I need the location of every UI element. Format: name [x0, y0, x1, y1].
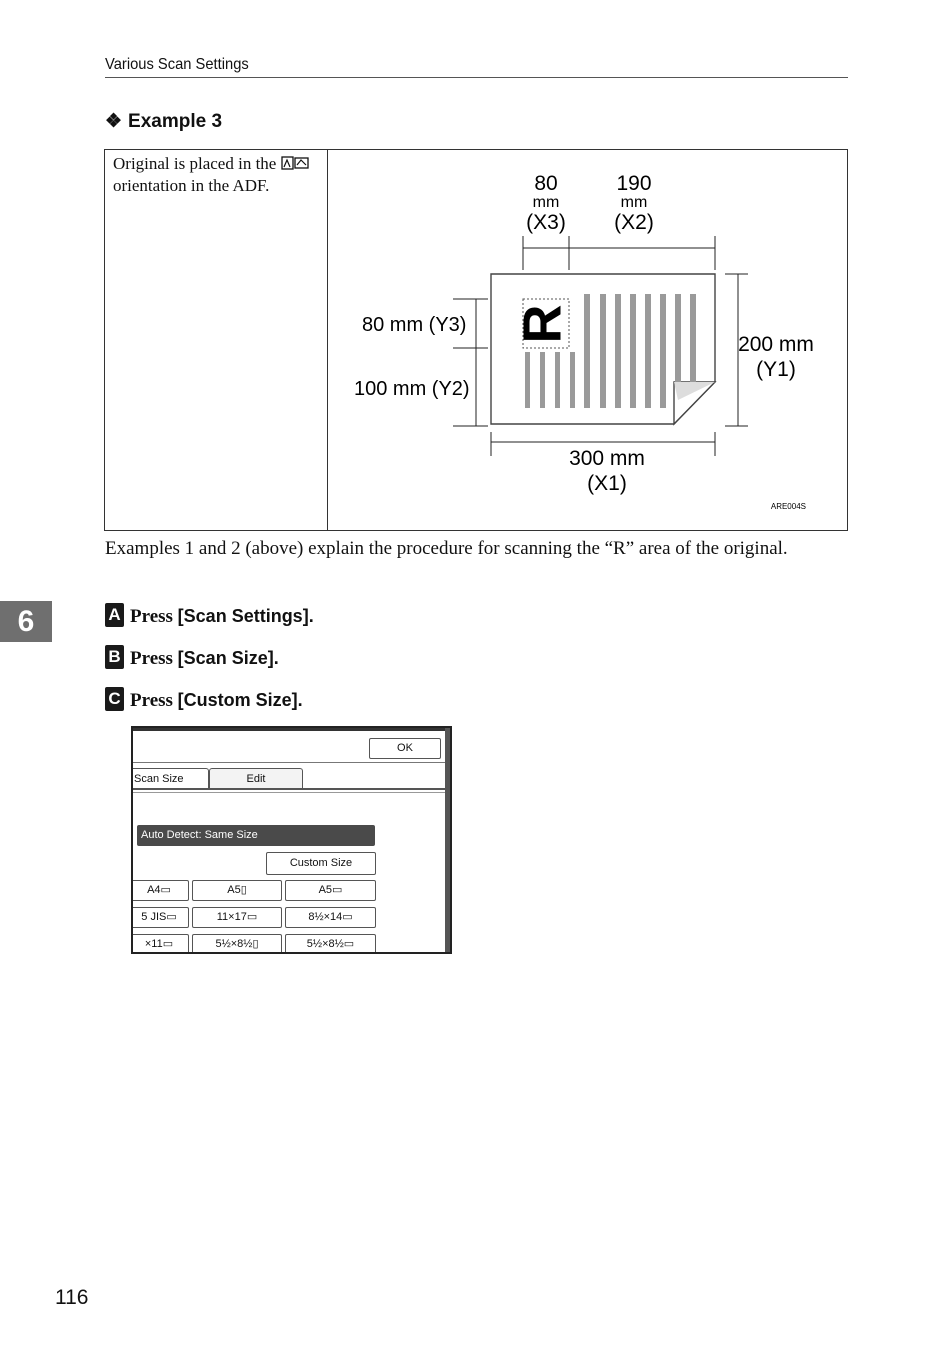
- step-3-word: Press: [130, 690, 173, 711]
- size-button-8-5x14[interactable]: 8½×14▭: [285, 907, 376, 928]
- step-2-word: Press: [130, 648, 173, 669]
- y1-label: (Y1): [756, 358, 796, 381]
- body-paragraph: Examples 1 and 2 (above) explain the procedure for scanning the “R” area of the original.: [105, 538, 788, 559]
- x3-label: (X3): [526, 211, 566, 234]
- step-1-number: A: [105, 603, 124, 627]
- header-rule: [105, 77, 848, 78]
- example-description: [113, 153, 318, 197]
- scan-area-diagram: [328, 150, 847, 530]
- figure-code: ARE004S: [770, 502, 806, 511]
- step-2: [105, 645, 279, 671]
- custom-size-button[interactable]: Custom Size: [266, 852, 376, 875]
- size-button-x11[interactable]: ×11▭: [131, 934, 189, 954]
- screen-top-border: [133, 728, 450, 731]
- tab-edit[interactable]: Edit: [209, 768, 303, 789]
- tab-scan-size[interactable]: Scan Size: [131, 768, 209, 789]
- x2-label: (X2): [614, 211, 654, 234]
- scan-size-screen: [131, 726, 452, 954]
- step-2-key: [Scan Size].: [177, 648, 279, 668]
- chapter-tab: 6: [0, 601, 52, 642]
- screen-scrollbar[interactable]: [445, 728, 450, 952]
- page-number: 116: [55, 1286, 89, 1309]
- x2-value: 190: [616, 172, 652, 195]
- diamond-bullet-icon: ❖: [105, 111, 123, 132]
- x3-value: 80: [534, 172, 558, 195]
- step-3-key: [Custom Size].: [177, 690, 303, 710]
- ok-button[interactable]: OK: [369, 738, 441, 759]
- screen-rule: [133, 762, 445, 763]
- example-table: [104, 149, 848, 531]
- x2-unit: mm: [620, 194, 648, 211]
- example-title-text: Example 3: [128, 111, 223, 132]
- example-title: [105, 110, 222, 133]
- orientation-icon: [281, 156, 309, 170]
- auto-detect-bar[interactable]: Auto Detect: Same Size: [137, 825, 375, 846]
- size-button-a5-portrait[interactable]: A5▯: [192, 880, 282, 901]
- x3-unit: mm: [532, 194, 560, 211]
- size-button-5-5x8-5-portrait[interactable]: 5½×8½▯: [192, 934, 282, 954]
- size-button-jis[interactable]: 5 JIS▭: [131, 907, 189, 928]
- size-button-a4[interactable]: A4▭: [131, 880, 189, 901]
- y1-value: 200 mm: [738, 333, 814, 356]
- description-text-2: orientation in the ADF.: [113, 176, 270, 195]
- r-letter: R: [512, 304, 573, 344]
- step-1-key: [Scan Settings].: [177, 606, 314, 626]
- size-button-11x17[interactable]: 11×17▭: [192, 907, 282, 928]
- tab-baseline-secondary: [133, 792, 445, 793]
- step-1-word: Press: [130, 606, 173, 627]
- tab-baseline: [133, 788, 445, 790]
- step-3: [105, 687, 303, 713]
- step-2-number: B: [105, 645, 124, 669]
- step-1: [105, 603, 314, 629]
- size-button-a5-landscape[interactable]: A5▭: [285, 880, 376, 901]
- y2-label: 100 mm (Y2): [354, 378, 470, 400]
- step-3-number: C: [105, 687, 124, 711]
- y3-label: 80 mm (Y3): [362, 314, 467, 336]
- running-head: Various Scan Settings: [105, 56, 249, 73]
- x1-label: (X1): [587, 472, 627, 495]
- size-button-5-5x8-5-landscape[interactable]: 5½×8½▭: [285, 934, 376, 954]
- description-text-1: Original is placed in the: [113, 154, 277, 173]
- x1-value: 300 mm: [569, 447, 645, 470]
